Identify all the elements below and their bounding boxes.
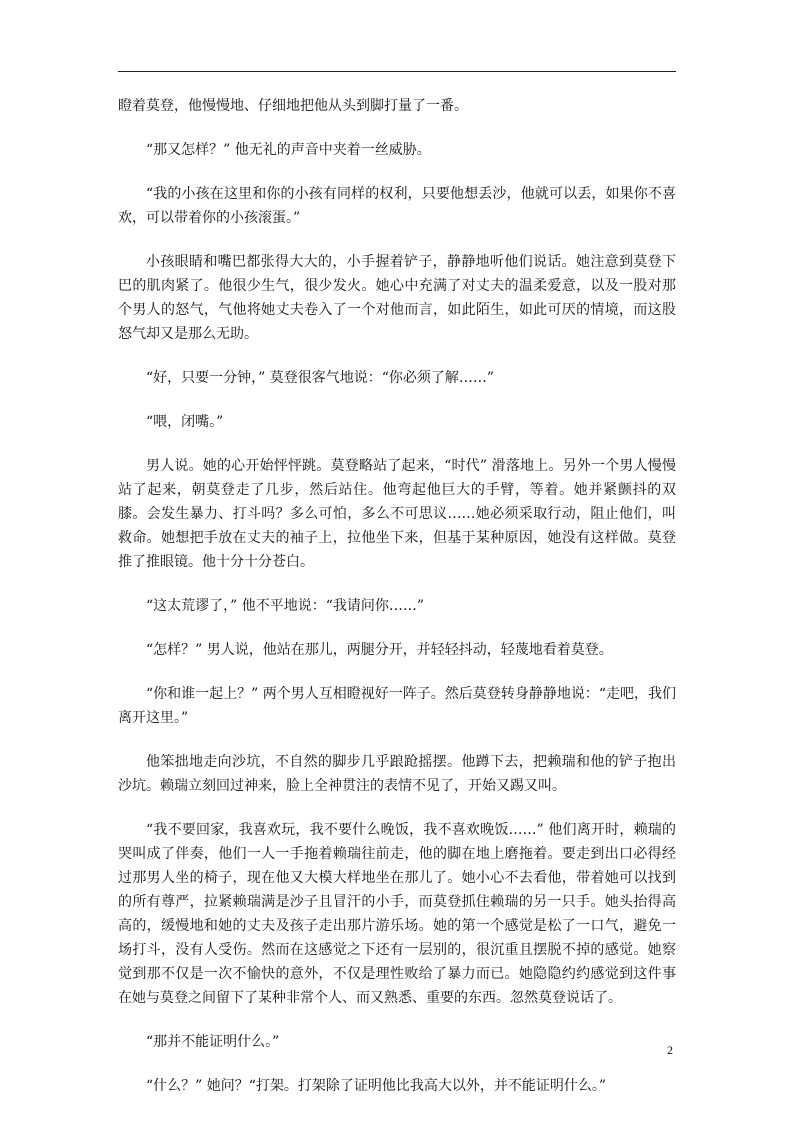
paragraph: “怎样？” 男人说，他站在那儿，两腿分开，并轻轻抖动，轻蔑地看着莫登。 [146,642,613,658]
header-rule [118,71,676,72]
paragraph: “那又怎样？” 他无礼的声音中夹着一丝威胁。 [146,142,431,158]
paragraph: “喂，闭嘴。” [146,414,224,430]
page-number: 2 [667,1043,673,1057]
paragraph: “我不要回家，我喜欢玩，我不要什么晚饭，我不喜欢晚饭……” 他们离开时，赖瑞的哭叫成了伴奏，他们一人一手拖着赖瑞往前走，他的脚在地上磨拖着。要走到出口必得经过那男人坐的椅子，现在他又大模大样地坐在那儿了。她小心不去看他，带着她可以找到的所有尊严，拉紧赖瑞满是沙子且冒汗的小手，而莫登抓住赖瑞的另一只手。她头抬得高高的，缓慢地和她的丈夫及孩子走出那片游乐场。她的第一个感觉是松了一口气，避免一场打斗，没有人受伤。然而在这感觉之下还有一层别的，很沉重且摆脱不掉的感觉。她察觉到那不仅是一次不愉快的意外，不仅是理性败给了暴力而已。她隐隐约约感觉到这件事在她与莫登之间留下了某种非常个人、而又熟悉、重要的东西。忽然莫登说话了。 [118,822,676,1006]
paragraph: “什么？” 她问？“打架。打架除了证明他比我高大以外，并不能证明什么。” [146,1078,607,1094]
paragraph: “你和谁一起上？” 两个男人互相瞪视好一阵子。然后莫登转身静静地说：“走吧，我们离开这里。” [118,686,676,726]
paragraph: “我的小孩在这里和你的小孩有同样的权利，只要他想丢沙，他就可以丢，如果你不喜欢，可以带着你的小孩滚蛋。” [118,186,676,226]
paragraph: 瞪着莫登，他慢慢地、仔细地把他从头到脚打量了一番。 [118,98,468,114]
paragraph: “这太荒谬了，” 他不平地说：“我请问你……” [146,598,425,614]
body-text [118,94,676,1098]
paragraph: 男人说。她的心开始怦怦跳。莫登略站了起来，“时代” 滑落地上。另外一个男人慢慢站了起来，朝莫登走了几步，然后站住。他弯起他巨大的手臂，等着。她并紧颤抖的双膝。会发生暴力、打斗吗？多么可怕，多么不可思议……她必须采取行动，阻止他们，叫救命。她想把手放在丈夫的袖子上，拉他坐下来，但基于某种原因，她没有这样做。莫登推了推眼镜。他十分十分苍白。 [118,458,676,570]
paragraph: 他笨拙地走向沙坑，不自然的脚步几乎踉跄摇摆。他蹲下去，把赖瑞和他的铲子抱出沙坑。赖瑞立刻回过神来，脸上全神贯注的表情不见了，开始又踢又叫。 [118,754,676,794]
paragraph: “好，只要一分钟，” 莫登很客气地说：“你必须了解……” [146,370,495,386]
paragraph: “那并不能证明什么。” [146,1034,280,1050]
paragraph: 小孩眼睛和嘴巴都张得大大的，小手握着铲子，静静地听他们说话。她注意到莫登下巴的肌肉紧了。他很少生气，很少发火。她心中充满了对丈夫的温柔爱意，以及一股对那个男人的怒气，气他将她丈夫卷入了一个对他而言，如此陌生，如此可厌的情境，而这股怒气却又是那么无助。 [118,254,676,342]
